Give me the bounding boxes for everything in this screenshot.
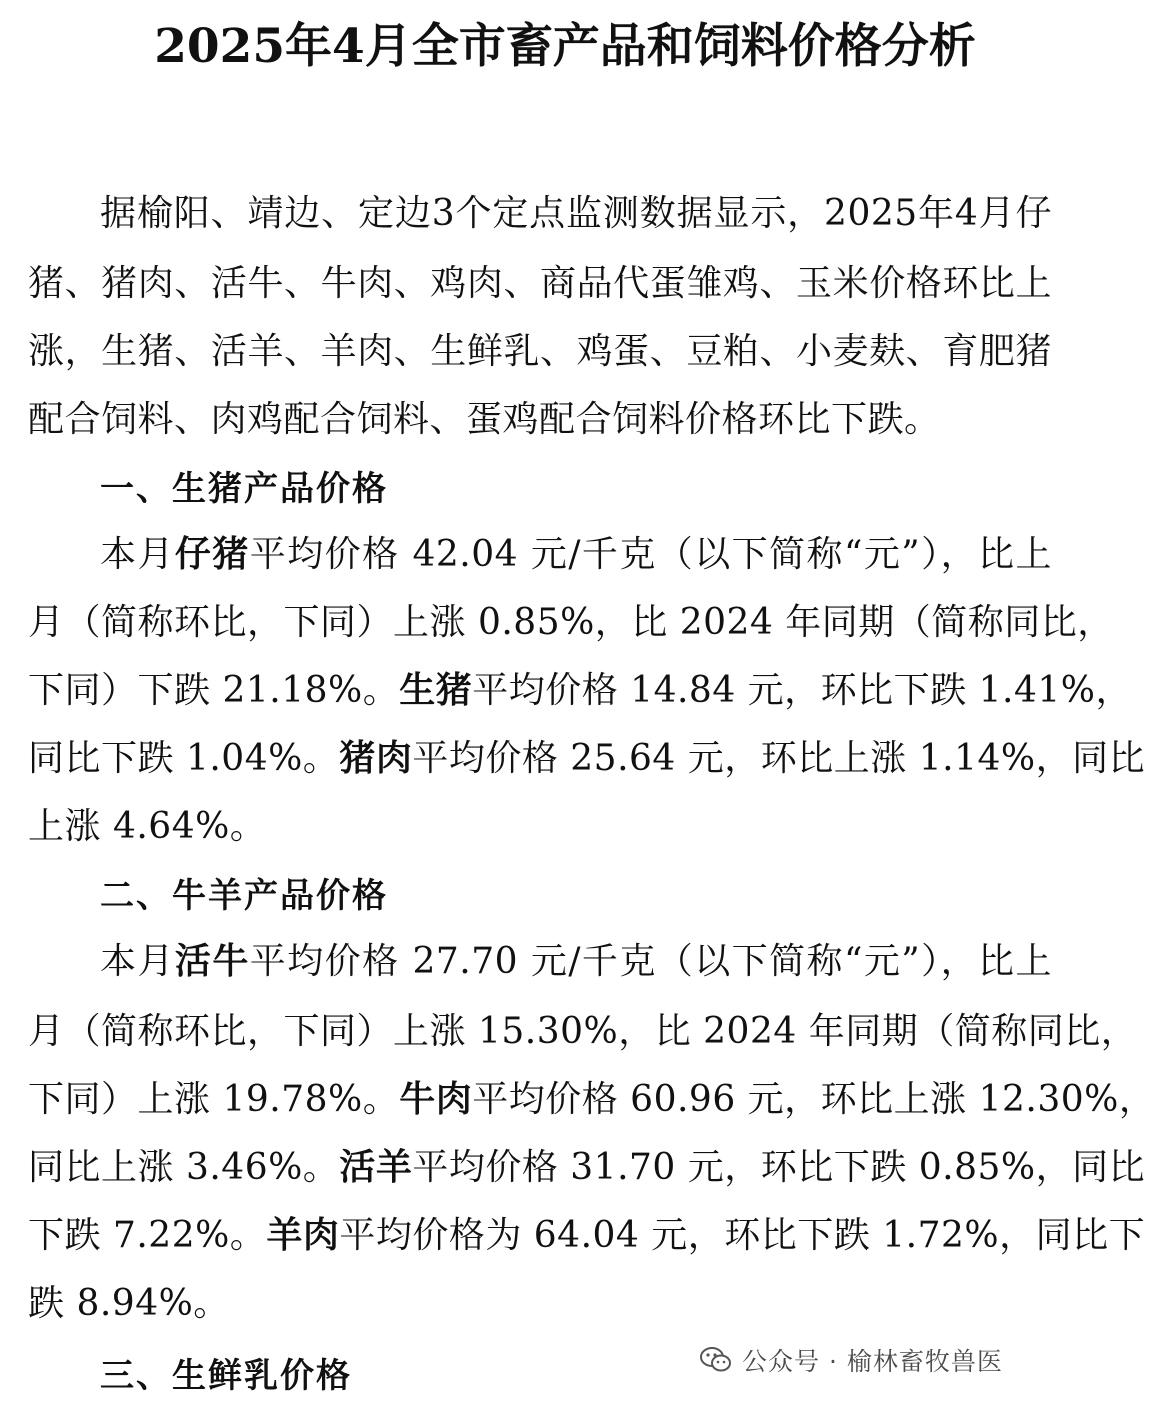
text-run: 平均价格 14.84 元，环比下跌 1.41%， xyxy=(472,670,1132,711)
paragraph-line xyxy=(28,1143,1146,1193)
intro-line: 涨，生猪、活羊、羊肉、生鲜乳、鸡蛋、豆粕、小麦麸、育肥猪 xyxy=(28,331,1052,372)
text-run: 下同）下跌 21.18%。 xyxy=(28,670,400,711)
product-name: 活牛 xyxy=(174,941,250,982)
document-title: 2025年4月全市畜产品和饲料价格分析 xyxy=(154,19,976,74)
product-name: 羊肉 xyxy=(266,1215,340,1256)
text-run: 本月 xyxy=(100,534,175,575)
text-run: 平均价格 31.70 元，环比下跌 0.85%，同比 xyxy=(412,1147,1146,1188)
text-run: 平均价格为 64.04 元，环比下跌 1.72%，同比下 xyxy=(339,1215,1146,1256)
intro-line: 据榆阳、靖边、定边3个定点监测数据显示，2025年4月仔 xyxy=(100,193,1052,234)
text-run: 平均价格 27.70 元/千克（以下简称“元”），比上 xyxy=(249,941,1052,982)
text-run: 平均价格 25.64 元，环比上涨 1.14%，同比 xyxy=(412,738,1146,779)
product-name: 仔猪 xyxy=(174,534,250,575)
paragraph-line: 月（简称环比，下同）上涨 15.30%，比 2024 年同期（简称同比， xyxy=(28,1011,1138,1052)
text-run: 平均价格 60.96 元，环比上涨 12.30%， xyxy=(472,1079,1155,1120)
paragraph-line xyxy=(100,530,1052,580)
text-run: 下跌 7.22%。 xyxy=(28,1215,267,1256)
section-heading-milk: 三、生鲜乳价格 xyxy=(100,1356,352,1396)
text-run: 下同）上涨 19.78%。 xyxy=(28,1079,400,1120)
product-name: 猪肉 xyxy=(339,738,413,779)
text-run: 平均价格 42.04 元/千克（以下简称“元”），比上 xyxy=(249,534,1052,575)
section-heading-cattle-sheep: 二、牛羊产品价格 xyxy=(100,876,388,916)
watermark-text: 公众号 · 榆林畜牧兽医 xyxy=(742,1347,1003,1376)
paragraph-line xyxy=(28,734,1146,784)
paragraph-line xyxy=(28,666,1132,716)
text-run: 同比上涨 3.46%。 xyxy=(28,1147,340,1188)
paragraph-line xyxy=(28,1211,1146,1261)
paragraph-line xyxy=(28,1075,1155,1125)
product-name: 牛肉 xyxy=(399,1079,473,1120)
intro-line: 猪、猪肉、活牛、牛肉、鸡肉、商品代蛋雏鸡、玉米价格环比上 xyxy=(28,263,1052,304)
intro-line: 配合饲料、肉鸡配合饲料、蛋鸡配合饲料价格环比下跌。 xyxy=(28,399,941,440)
text-run: 同比下跌 1.04%。 xyxy=(28,738,340,779)
section-heading-pig: 一、生猪产品价格 xyxy=(100,469,388,509)
paragraph-line xyxy=(100,937,1052,987)
wechat-watermark xyxy=(700,1340,1003,1380)
text-run: 本月 xyxy=(100,941,175,982)
wechat-icon xyxy=(700,1346,732,1374)
product-name: 活羊 xyxy=(339,1147,413,1188)
product-name: 生猪 xyxy=(399,670,473,711)
paragraph-line: 上涨 4.64%。 xyxy=(28,806,267,847)
paragraph-line: 月（简称环比，下同）上涨 0.85%，比 2024 年同期（简称同比， xyxy=(28,602,1114,643)
paragraph-line: 跌 8.94%。 xyxy=(28,1283,230,1324)
